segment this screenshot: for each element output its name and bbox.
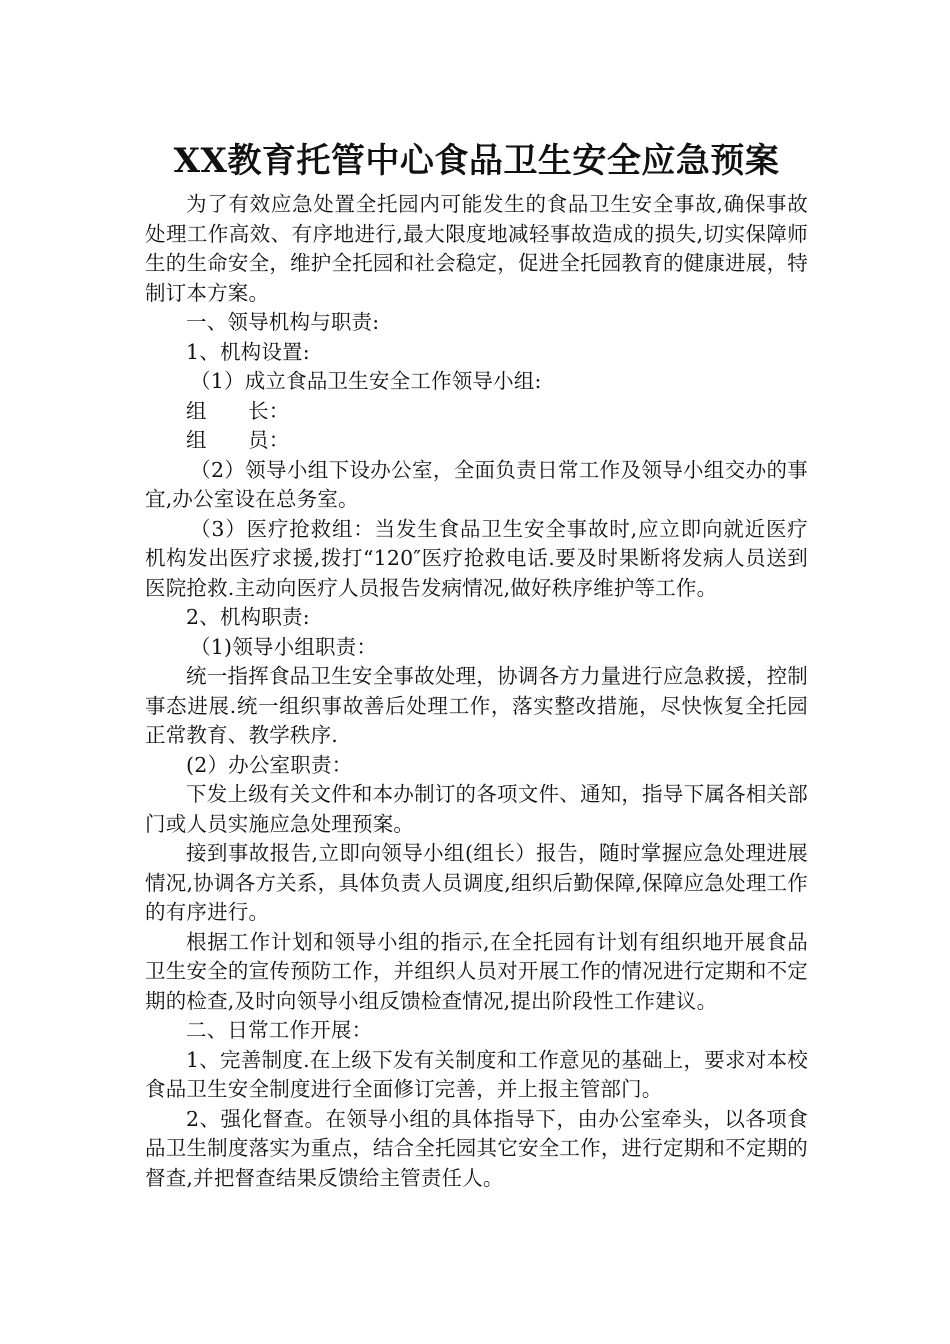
paragraph-group-duties: 统一指挥食品卫生安全事故处理，协调各方力量进行应急救援，控制事态进展.统一组织事故善后处理工作，落实整改措施，尽快恢复全托园正常教育、教学秩序. <box>145 664 808 747</box>
item-medical-rescue: （3）医疗抢救组：当发生食品卫生安全事故时,应立即向就近医疗机构发出医疗求援,拨打“120″医疗抢救电话.要及时果断将发病人员送到医院抢救.主动向医疗人员报告发病情况,做好秩序维护等工作。 <box>145 516 808 600</box>
document-title: XX教育托管中心食品卫生安全应急预案 <box>173 141 780 181</box>
item-office-duties: (2）办公室职责： <box>186 752 353 777</box>
paragraph-office-duty-3: 根据工作计划和领导小组的指示,在全托园有计划有组织地开展食品卫生安全的宣传预防工作，并组织人员对开展工作的情况进行定期和不定期的检查,及时向领导小组反馈检查情况,提出阶段性工作建议。 <box>145 929 808 1013</box>
paragraph-improve-system: 1、完善制度.在上级下发有关制度和工作意见的基础上，要求对本校食品卫生安全制度进行全面修订完善，并上报主管部门。 <box>145 1047 808 1101</box>
subsection-heading-duties: 2、机构职责: <box>186 605 310 629</box>
section-heading-leadership: 一、领导机构与职责: <box>186 310 380 334</box>
item-group-duties: （1)领导小组职责： <box>190 634 378 659</box>
paragraph-office-duty-1: 下发上级有关文件和本办制订的各项文件、通知，指导下属各相关部门或人员实施应急处理预案。 <box>145 782 808 836</box>
item-office: （2）领导小组下设办公室，全面负责日常工作及领导小组交办的事宜,办公室设在总务室。 <box>145 457 808 511</box>
paragraph-strengthen-supervision: 2、强化督查。在领导小组的具体指导下，由办公室牵头，以各项食品卫生制度落实为重点，结合全托园其它安全工作，进行定期和不定期的督查,并把督查结果反馈给主管责任人。 <box>145 1106 808 1190</box>
role-leader: 组 长： <box>186 398 290 423</box>
subsection-heading-setup: 1、机构设置: <box>186 339 310 364</box>
section-heading-daily-work: 二、日常工作开展： <box>186 1018 373 1042</box>
role-members: 组 员： <box>186 428 290 452</box>
intro-paragraph: 为了有效应急处置全托园内可能发生的食品卫生安全事故,确保事故处理工作高效、有序地进行,最大限度地减轻事故造成的损失,切实保障师生的生命安全，维护全托园和社会稳定，促进全托园教育的健康进展，特制订本方案。 <box>145 192 808 305</box>
item-establish-group: （1）成立食品卫生安全工作领导小组: <box>190 369 542 393</box>
paragraph-office-duty-2: 接到事故报告,立即向领导小组(组长）报告，随时掌握应急处理进展情况,协调各方关系，具体负责人员调度,组织后勤保障,保障应急处理工作的有序进行。 <box>145 841 808 924</box>
